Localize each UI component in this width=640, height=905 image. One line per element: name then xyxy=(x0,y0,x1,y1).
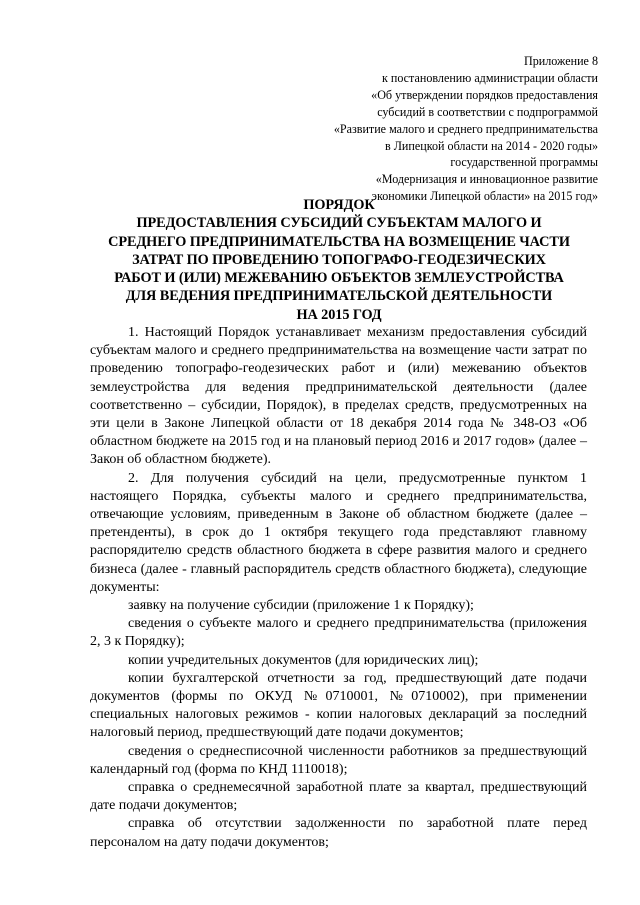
annex-line: «Об утверждении порядков предоставления xyxy=(371,87,598,102)
list-item-no-debt: справка об отсутствии задолженности по заработной плате перед персоналом на дату подачи документов; xyxy=(90,816,587,850)
title-line: РАБОТ И (ИЛИ) МЕЖЕВАНИЮ ОБЪЕКТОВ ЗЕМЛЕУСТРОЙСТВА xyxy=(114,270,564,287)
list-item-accounting: копии бухгалтерской отчетности за год, предшествующий дате подачи документов (формы по ОКУД №0710001, №0710002), при применении специальных налоговых режимов - копии налоговых деклараций за последний налоговый период, предшествующий дате подачи документов; xyxy=(90,670,587,741)
title-line: НА 2015 ГОД xyxy=(296,306,382,323)
annex-line: экономики Липецкой области» на 2015 год» xyxy=(371,189,598,204)
list-item-headcount: сведения о среднесписочной численности работников за предшествующий календарный год (форма по КНД 1110018); xyxy=(90,743,587,777)
paragraph-1: 1. Настоящий Порядок устанавливает механизм предоставления субсидий субъектам малого и среднего предпринимательства на возмещение части затрат по проведению топографо-геодезических работ и (или) межеванию объектов землеустройства для ведения предпринимательской деятельности (далее соответственно – субсидии, Порядок), в пределах средств, предусмотренных на эти цели в Законе Липецкой области от 18 декабря 2014 года № 348-ОЗ «Об областном бюджете на 2015 год и на плановый период 2016 и 2017 годов» (далее – Закон об областном бюджете). xyxy=(90,325,587,468)
title-line: СРЕДНЕГО ПРЕДПРИНИМАТЕЛЬСТВА НА ВОЗМЕЩЕНИЕ ЧАСТИ xyxy=(108,233,570,250)
title-line: ДЛЯ ВЕДЕНИЯ ПРЕДПРИНИМАТЕЛЬСКОЙ ДЕЯТЕЛЬНОСТИ xyxy=(125,288,553,305)
paragraph-2: 2. Для получения субсидий на цели, предусмотренные пунктом 1 настоящего Порядка, субъекты малого и среднего предпринимательства, отвечающие условиям, приведенным в Законе об областном бюджете (далее – претенденты), в срок до 1 октября текущего года представляют главному распорядителю средств областного бюджета в сфере развития малого и среднего бизнеса (далее - главный распорядитель средств областного бюджета), следующие документы: xyxy=(90,470,587,595)
document-body xyxy=(90,324,587,852)
list-item-founding-docs: копии учредительных документов (для юридических лиц); xyxy=(128,652,479,668)
annex-line: к постановлению администрации области xyxy=(381,70,598,85)
list-item-sme-info: сведения о субъекте малого и среднего предпринимательства (приложения 2, 3 к Порядку); xyxy=(90,616,587,650)
title-line: ПРЕДОСТАВЛЕНИЯ СУБСИДИЙ СУБЪЕКТАМ МАЛОГО И xyxy=(136,215,542,232)
list-item-application: заявку на получение субсидии (приложение 1 к Порядку); xyxy=(128,598,474,614)
title-line: ПОРЯДОК xyxy=(303,197,375,213)
annex-line: государственной программы xyxy=(450,155,598,170)
annex-line: «Развитие малого и среднего предпринимательства xyxy=(333,121,598,136)
document-title xyxy=(96,196,582,324)
annex-line: Приложение 8 xyxy=(524,54,598,68)
title-line: ЗАТРАТ ПО ПРОВЕДЕНИЮ ТОПОГРАФО-ГЕОДЕЗИЧЕСКИХ xyxy=(132,251,546,268)
list-item-salary: справка о среднемесячной заработной плате за квартал, предшествующий дате подачи документов; xyxy=(90,780,587,814)
annex-line: в Липецкой области на 2014 - 2020 годы» xyxy=(385,138,598,153)
annex-line: субсидий в соответствии с подпрограммой xyxy=(377,104,598,119)
annex-line: «Модернизация и инновационное развитие xyxy=(375,172,598,187)
annex-header xyxy=(288,53,598,205)
